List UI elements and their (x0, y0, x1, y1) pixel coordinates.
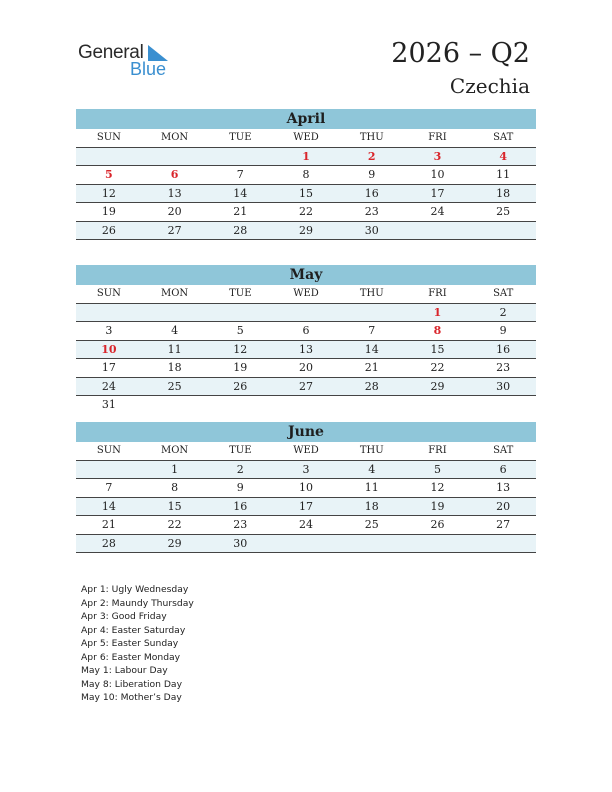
week-row (76, 203, 536, 222)
day-cell: 3 (105, 324, 113, 337)
day-cell: 15 (430, 342, 445, 356)
empty-day-cell (207, 396, 273, 414)
day-cell: 9 (499, 324, 507, 337)
week-row (76, 498, 536, 517)
weekday-label: WED (293, 445, 319, 456)
empty-day-cell (142, 148, 208, 166)
weekday-label: FRI (428, 288, 447, 299)
day-cell: 2 (236, 462, 244, 476)
weekday-label: WED (293, 132, 319, 143)
day-cell: 5 (433, 462, 441, 476)
day-cell: 18 (167, 361, 182, 374)
day-cell: 7 (105, 481, 113, 494)
weekday-label: MON (160, 132, 189, 143)
empty-day-cell (339, 396, 405, 414)
week-row (76, 479, 536, 498)
day-cell: 8 (433, 324, 442, 337)
weekday-header-row (76, 129, 536, 148)
day-cell: 27 (496, 518, 511, 531)
weekday-label: SUN (96, 288, 121, 299)
day-cell: 2 (367, 149, 376, 163)
day-cell: 24 (299, 518, 314, 531)
weekday-label: TUE (229, 288, 252, 299)
day-cell: 4 (368, 462, 376, 476)
day-cell: 18 (364, 499, 379, 513)
logo-general-text: General (78, 42, 144, 63)
day-cell: 3 (302, 462, 310, 476)
day-cell: 15 (299, 186, 314, 200)
weekday-label: THU (359, 288, 384, 299)
day-cell: 28 (364, 379, 379, 393)
day-cell: 16 (496, 342, 511, 356)
day-cell: 10 (101, 342, 117, 356)
day-cell: 17 (430, 186, 445, 200)
day-cell: 17 (101, 361, 116, 374)
empty-day-cell (273, 535, 339, 553)
day-cell: 4 (171, 324, 179, 337)
empty-day-cell (273, 396, 339, 414)
day-cell: 18 (496, 186, 511, 200)
month-calendar-june (76, 422, 536, 553)
holiday-item: Apr 1: Ugly Wednesday (81, 584, 189, 595)
day-cell: 27 (167, 223, 182, 237)
day-cell: 6 (170, 168, 179, 181)
week-row (76, 516, 536, 535)
day-cell: 7 (236, 168, 244, 181)
day-cell: 8 (302, 168, 310, 181)
day-cell: 14 (364, 342, 379, 356)
day-cell: 17 (299, 499, 314, 513)
month-header: May (76, 265, 536, 285)
holiday-item: Apr 6: Easter Monday (81, 651, 181, 663)
day-cell: 10 (299, 481, 314, 494)
weekday-header-row (76, 285, 536, 304)
weekday-label: SAT (493, 132, 514, 143)
day-cell: 22 (167, 518, 182, 531)
week-row (76, 304, 536, 323)
empty-day-cell (207, 148, 273, 166)
day-cell: 27 (299, 379, 314, 393)
day-cell: 9 (236, 481, 244, 494)
week-row (76, 359, 536, 378)
week-row (76, 378, 536, 397)
day-cell: 20 (299, 361, 314, 374)
weekday-label: TUE (229, 132, 252, 143)
weekday-label: THU (359, 445, 384, 456)
weekday-header-row (76, 442, 536, 461)
day-cell: 14 (233, 186, 248, 200)
week-row (76, 185, 536, 204)
day-cell: 20 (167, 205, 182, 218)
day-cell: 29 (167, 536, 182, 550)
day-cell: 23 (233, 518, 248, 531)
empty-day-cell (339, 304, 405, 322)
month-header: April (76, 109, 536, 129)
empty-day-cell (405, 535, 471, 553)
weekday-label: WED (293, 288, 319, 299)
day-cell: 30 (364, 223, 379, 237)
day-cell: 19 (233, 361, 248, 374)
month-calendar-may (76, 265, 536, 414)
empty-day-cell (76, 461, 142, 479)
day-cell: 23 (496, 361, 511, 374)
week-row (76, 535, 536, 554)
day-cell: 1 (171, 462, 179, 476)
holiday-item: May 8: Liberation Day (81, 678, 182, 690)
day-cell: 29 (299, 223, 314, 237)
day-cell: 25 (364, 518, 379, 531)
day-cell: 16 (364, 186, 379, 200)
day-cell: 21 (233, 205, 248, 218)
day-cell: 25 (496, 205, 511, 218)
day-cell: 13 (496, 481, 511, 494)
day-cell: 21 (101, 518, 116, 531)
week-row (76, 148, 536, 167)
day-cell: 6 (302, 324, 310, 337)
day-cell: 26 (233, 379, 248, 393)
day-cell: 29 (430, 379, 445, 393)
logo-blue-text: Blue (130, 59, 167, 79)
week-row (76, 461, 536, 480)
month-header: June (76, 422, 536, 442)
empty-day-cell (76, 304, 142, 322)
month-calendar-april (76, 109, 536, 240)
weekday-label: SAT (493, 288, 514, 299)
day-cell: 7 (368, 324, 376, 337)
day-cell: 12 (430, 481, 445, 494)
empty-day-cell (470, 396, 536, 414)
empty-day-cell (405, 396, 471, 414)
weekday-label: SUN (96, 132, 121, 143)
day-cell: 11 (167, 342, 182, 356)
day-cell: 26 (101, 223, 116, 237)
week-row (76, 396, 536, 414)
day-cell: 11 (496, 168, 511, 181)
day-cell: 5 (236, 324, 244, 337)
empty-day-cell (273, 304, 339, 322)
empty-day-cell (405, 222, 471, 240)
day-cell: 28 (233, 223, 248, 237)
day-cell: 30 (233, 536, 248, 550)
day-cell: 26 (430, 518, 445, 531)
day-cell: 11 (364, 481, 379, 494)
weekday-label: FRI (428, 132, 447, 143)
weekday-label: TUE (229, 445, 252, 456)
weekday-label: MON (160, 445, 189, 456)
day-cell: 24 (101, 379, 116, 393)
day-cell: 21 (364, 361, 379, 374)
day-cell: 19 (101, 205, 116, 218)
week-row (76, 341, 536, 360)
day-cell: 25 (167, 379, 182, 393)
logo (78, 40, 178, 80)
day-cell: 13 (299, 342, 314, 356)
day-cell: 20 (496, 499, 511, 513)
day-cell: 22 (430, 361, 445, 374)
holiday-item: Apr 2: Maundy Thursday (81, 597, 194, 609)
week-row (76, 322, 536, 341)
day-cell: 23 (364, 205, 379, 218)
page-title: 2026 – Q2 (391, 38, 530, 69)
day-cell: 9 (368, 168, 376, 181)
day-cell: 1 (433, 305, 442, 319)
day-cell: 5 (105, 168, 113, 181)
day-cell: 4 (499, 149, 507, 163)
empty-day-cell (142, 304, 208, 322)
day-cell: 16 (233, 499, 248, 513)
week-row (76, 166, 536, 185)
day-cell: 12 (101, 186, 116, 200)
day-cell: 2 (499, 305, 507, 319)
holiday-item: May 1: Labour Day (81, 665, 168, 676)
empty-day-cell (76, 148, 142, 166)
day-cell: 3 (433, 149, 442, 163)
weekday-label: SAT (493, 445, 514, 456)
empty-day-cell (207, 304, 273, 322)
day-cell: 10 (430, 168, 445, 181)
day-cell: 28 (101, 536, 116, 550)
holiday-item: May 10: Mother’s Day (81, 692, 182, 703)
day-cell: 12 (233, 342, 248, 356)
week-row (76, 222, 536, 241)
holiday-item: Apr 3: Good Friday (81, 611, 167, 622)
empty-day-cell (142, 396, 208, 414)
day-cell: 8 (171, 481, 179, 494)
day-cell: 19 (430, 499, 445, 513)
day-cell: 22 (299, 205, 314, 218)
country-name: Czechia (449, 74, 530, 98)
day-cell: 1 (302, 149, 310, 163)
weekday-label: SUN (96, 445, 121, 456)
empty-day-cell (339, 535, 405, 553)
weekday-label: FRI (428, 445, 447, 456)
holiday-list (81, 583, 194, 705)
day-cell: 31 (101, 398, 116, 411)
day-cell: 24 (430, 205, 445, 218)
day-cell: 6 (499, 462, 507, 476)
day-cell: 13 (167, 186, 182, 200)
weekday-label: THU (359, 132, 384, 143)
holiday-item: Apr 5: Easter Sunday (81, 638, 179, 649)
empty-day-cell (470, 535, 536, 553)
day-cell: 30 (496, 379, 511, 393)
day-cell: 14 (101, 499, 116, 513)
holiday-item: Apr 4: Easter Saturday (81, 624, 186, 636)
day-cell: 15 (167, 499, 182, 513)
empty-day-cell (470, 222, 536, 240)
weekday-label: MON (160, 288, 189, 299)
